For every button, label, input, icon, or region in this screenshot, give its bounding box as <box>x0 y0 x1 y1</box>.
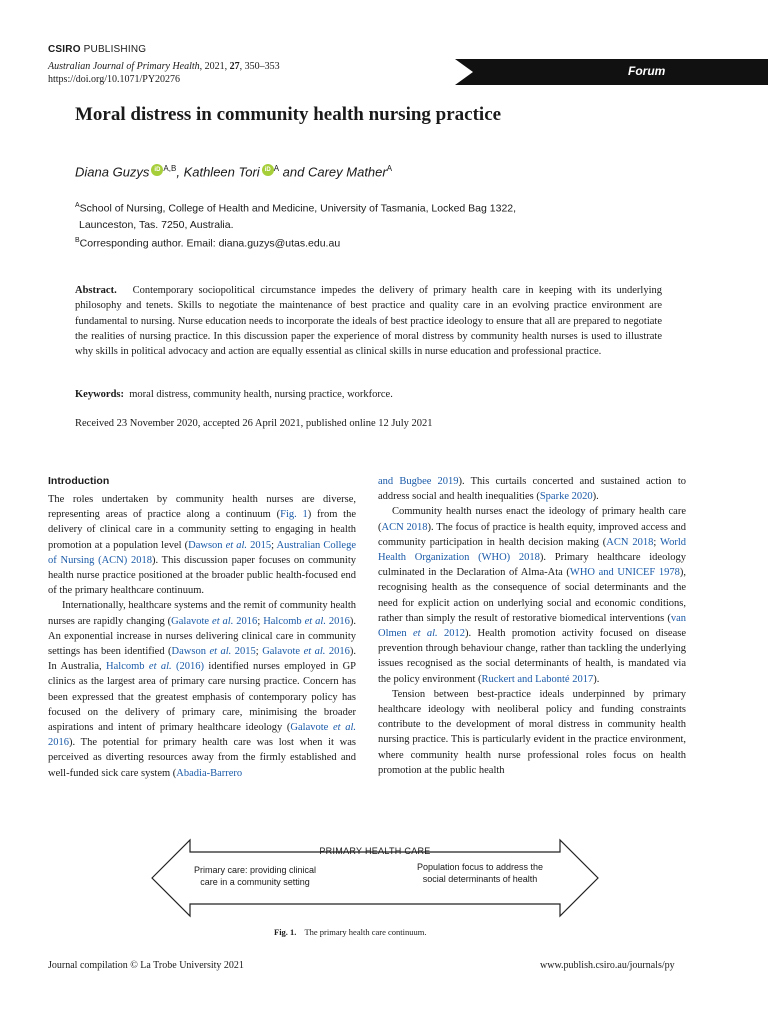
section-label: Forum <box>628 64 666 78</box>
affiliations <box>75 198 516 251</box>
figure-top-label: PRIMARY HEALTH CARE <box>319 846 431 856</box>
affiliation-line: Launceston, Tas. 7250, Australia. <box>79 218 234 231</box>
figure-left-label: Primary care: providing clinical care in a community setting <box>193 865 317 887</box>
affiliation-line: $^A$School of Nursing, College of Health and Medicine, University of Tasmania, Locked Bag 1322, <box>75 202 517 215</box>
orcid-icon[interactable]: iD <box>151 164 163 176</box>
author-affil-mark: A <box>273 164 280 173</box>
corresponding-author: $^B$Corresponding author. Email: diana.guzys@utas.edu.au <box>75 236 341 249</box>
author-name: Diana Guzys <box>75 164 150 180</box>
body-column-right <box>378 474 686 778</box>
journal-citation <box>48 60 280 86</box>
paragraph: Community health nurses enact the ideology of primary health care (ACN 2018). The focus of practice is health equity, improved access and community participation in health decision making (ACN 2018; World Health Organization (WHO) 2018). Primary healthcare ideology culminated in the Declaration of Alma-Ata (WHO and UNICEF 1978), recognising health as the consequence of social determinants and the need for explicit action on underlying social and economic conditions, rather than simply the result of restorative biomedical interventions (van Olmen et al. 2012). Health promotion activity focused on disease prevention through behaviour change, rather than tackling the underlying issues recognised as the social determinants of health, is mandated via the policy environment (Ruckert and Labonté 2017). <box>378 506 687 685</box>
article-title: Moral distress in community health nursing practice <box>75 104 502 125</box>
paragraph: The roles undertaken by community health nurses are diverse, representing areas of practice along a continuum (Fig. 1) from the delivery of clinical care in a community setting to engaging in health promotion at a population level (Dawson et al. 2015; Australian College of Nursing (ACN) 2018). This discussion paper focuses on community health nurse practice positioned at the broader public health-focused end of the primary healthcare continuum. <box>48 494 356 597</box>
author-name: Carey Mather <box>307 164 387 180</box>
journal-line: Australian Journal of Primary Health, 2021, 27, 350–353 <box>48 61 280 72</box>
footer-url[interactable]: www.publish.csiro.au/journals/py <box>540 960 675 971</box>
figure-caption: Fig. 1. The primary health care continuum. <box>274 927 427 937</box>
body-column-left <box>48 492 356 781</box>
author-name: Kathleen Tori <box>183 164 260 180</box>
author-affil-mark: A <box>386 164 393 173</box>
forum-banner <box>455 59 768 85</box>
paragraph: and Bugbee 2019). This curtails concerted and sustained action to address social and health inequalities (Sparke 2020). <box>378 476 686 503</box>
publication-dates: Received 23 November 2020, accepted 26 April 2021, published online 12 July 2021 <box>75 418 433 429</box>
paragraph: Tension between best-practice ideals underpinned by primary healthcare ideology with neoliberal policy and funding constraints contribute to the development of moral distress in community health nursing practice. This is particularly evident in the practice environment, where community health nurse professional roles focus on health promotion at the public health <box>378 688 686 776</box>
section-heading: Introduction <box>48 475 110 487</box>
orcid-icon[interactable]: iD <box>262 164 274 176</box>
footer-copyright: Journal compilation © La Trobe University 2021 <box>48 960 244 971</box>
abstract-label: Abstract. <box>75 285 117 296</box>
keywords: Keywords: moral distress, community health, nursing practice, workforce. <box>75 389 393 400</box>
paragraph: Internationally, healthcare systems and the remit of community health nurses are rapidly changing (Galavote et al. 2016; Halcomb et al. 2016). An exponential increase in nurses delivering clinical care in community settings has been identified (Dawson et al. 2015; Galavote et al. 2016). In Australia, Halcomb et al. (2016) identified nurses employed in GP clinics as the largest area of primary care nursing practice. Concern has been expressed that the greatest emphasis of contemporary policy has focused on the delivery of primary care, minimising the broader aspirations and intent of primary healthcare ideology (Galavote et al. 2016). The potential for primary health care was lost when it was perceived as diverting resources away from the firmly established and well-funded sick care system (Abadia-Barrero <box>48 600 357 779</box>
abstract <box>75 283 662 359</box>
publisher-name: CSIRO PUBLISHING <box>48 44 147 55</box>
author-list <box>75 164 392 179</box>
author-separator: and <box>279 164 308 180</box>
doi-link[interactable]: https://doi.org/10.1071/PY20276 <box>48 74 181 85</box>
author-separator: , <box>176 164 184 180</box>
abstract-text: Contemporary sociopolitical circumstance impedes the delivery of primary health care in keeping with its underlying philosophy and tenets. Skills to negotiate the maintenance of best practice and quality care in an evolving practice environment are fundamental to nursing. Nurse education needs to incorporate the ideals of best practice ideology to ensure that all are prepared to negotiate the realities of nursing practice. In this discussion paper the experience of moral distress by community health nurses is used to illustrate why skills in political advocacy and action are equally essential as clinical skills in nurse education and professional practice. <box>75 285 662 358</box>
author-affil-mark: A,B <box>163 164 177 173</box>
figure-right-label: Population focus to address the social determinants of health <box>416 862 544 884</box>
